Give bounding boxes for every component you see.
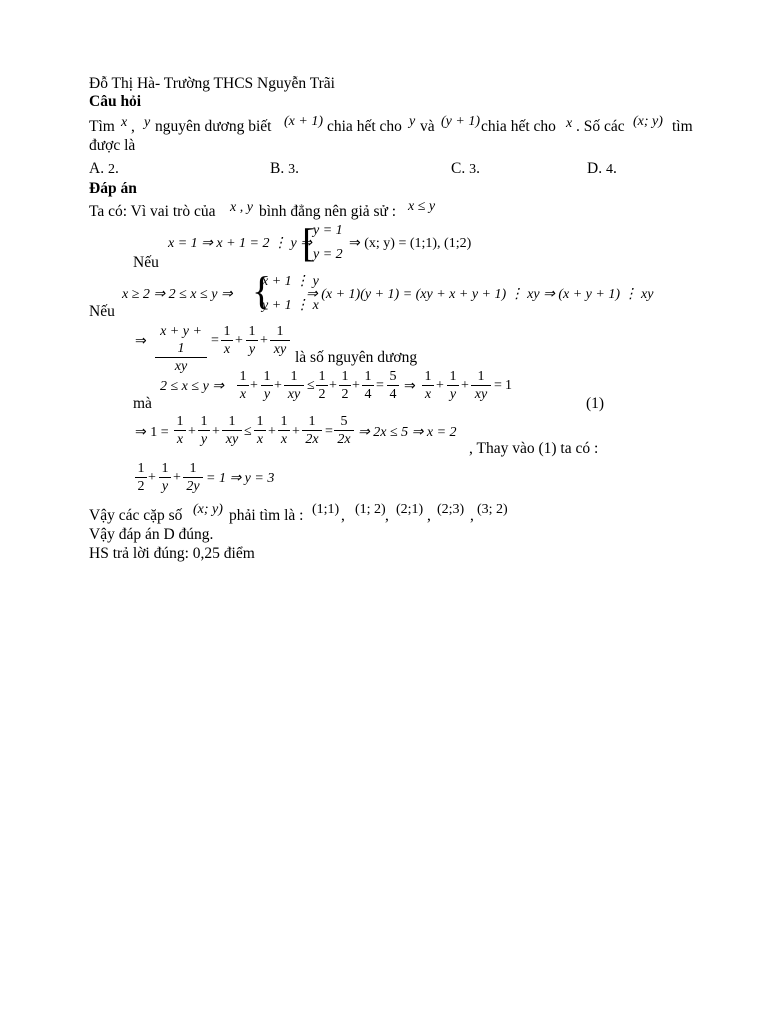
frac-num: 1	[316, 368, 328, 386]
frac-num: 1	[471, 368, 491, 386]
eq3-frac-den: xy	[174, 359, 188, 374]
case2-label: Nếu	[89, 303, 115, 320]
frac-num: 1	[237, 368, 249, 386]
frac-den: xy	[287, 387, 301, 402]
ma-label: mà	[133, 395, 152, 412]
frac-den: 4	[389, 387, 397, 402]
op-plus: +	[274, 378, 282, 393]
frac-num: 1	[302, 413, 322, 431]
frac-num: 1	[284, 368, 304, 386]
op-plus: +	[329, 378, 337, 393]
option-d-end: .	[612, 160, 617, 177]
conclusion-mid: phải tìm là :	[229, 507, 304, 524]
option-d-label: D.	[587, 160, 603, 177]
frac-num: 1	[339, 368, 351, 386]
frac-den: y	[248, 342, 256, 357]
frac-den: y	[263, 387, 271, 402]
math-x-plus-1: (x + 1)	[284, 114, 323, 129]
eq5-start: ⇒ 1 =	[135, 425, 169, 440]
case1-brace: [	[302, 220, 316, 265]
frac-den: xy	[225, 432, 239, 447]
op-plus: +	[188, 424, 196, 439]
question-text-4: và	[420, 118, 435, 135]
option-a	[89, 160, 119, 178]
frac-num: 1	[159, 460, 171, 478]
eq5-tail: , Thay vào (1) ta có :	[469, 440, 599, 457]
eq3-frac-3	[270, 323, 290, 358]
math-x: x	[121, 115, 128, 130]
op-plus: +	[250, 378, 258, 393]
case1-lhs: x = 1 ⇒ x + 1 = 2 ⋮ y ⇒	[168, 236, 312, 251]
answer-intro-vars: x , y	[230, 200, 253, 215]
frac-num: 1	[261, 368, 273, 386]
frac-num: 1	[447, 368, 459, 386]
eq4-frac-i	[447, 368, 459, 403]
pair-4: (2;3)	[437, 502, 465, 517]
eq5-frac-c	[222, 413, 242, 448]
math-y-2: y	[409, 114, 416, 129]
frac-den: 2y	[186, 479, 200, 494]
eq4-cond: 2 ≤ x ≤ y ⇒	[160, 379, 225, 394]
op-le: ≤	[244, 424, 252, 439]
frac-num: 1	[362, 368, 374, 386]
eq5-frac-g	[334, 413, 354, 448]
math-y: y	[144, 115, 151, 130]
pair-1: (1;1)	[312, 502, 340, 517]
eq6-frac-c	[183, 460, 203, 495]
frac-num: 1	[246, 323, 258, 341]
frac-den: 2x	[305, 432, 319, 447]
score-line: HS trả lời đúng: 0,25 điểm	[89, 545, 255, 562]
eq4-frac-e	[339, 368, 351, 403]
question-text-2: nguyên dương biết	[155, 118, 272, 135]
conclusion-xy: (x; y)	[193, 502, 223, 517]
frac-num: 1	[174, 413, 186, 431]
frac-den: 2x	[337, 432, 351, 447]
frac-num: 1	[183, 460, 203, 478]
case2-lhs: x ≥ 2 ⇒ 2 ≤ x ≤ y ⇒	[122, 287, 233, 302]
question-text-line2: được là	[89, 137, 136, 154]
eq3-text: là số nguyên dương	[295, 349, 418, 366]
math-xy-pair: (x; y)	[633, 114, 663, 129]
conclusion-prefix: Vậy các cặp số	[89, 507, 183, 524]
eq3-eq: =	[211, 333, 219, 348]
option-a-end: .	[114, 160, 119, 177]
case1-sys-2: y = 2	[313, 247, 343, 262]
eq4-frac-j	[471, 368, 491, 403]
eq4-frac-a	[237, 368, 249, 403]
op-implies: ⇒	[404, 379, 416, 394]
op-le: ≤	[307, 378, 315, 393]
frac-den: x	[280, 432, 288, 447]
question-text-5: chia hết cho	[481, 118, 556, 135]
frac-num: 1	[254, 413, 266, 431]
frac-num: 5	[387, 368, 399, 386]
frac-den: x	[239, 387, 247, 402]
pair-5: (3; 2)	[477, 502, 508, 517]
frac-num: 1	[222, 413, 242, 431]
math-x-2: x	[566, 116, 573, 131]
op-plus: +	[173, 470, 181, 485]
pair-sep: ,	[385, 507, 389, 524]
equation-number: (1)	[586, 395, 605, 412]
eq4-frac-h	[422, 368, 434, 403]
pair-sep: ,	[427, 507, 431, 524]
frac-den: xy	[474, 387, 488, 402]
frac-num: 1	[270, 323, 290, 341]
question-text-7: tìm	[672, 118, 693, 135]
question-text-1: Tìm	[89, 118, 115, 135]
frac-num: 1	[221, 323, 233, 341]
op-plus: +	[436, 378, 444, 393]
pair-sep: ,	[341, 507, 345, 524]
frac-den: x	[424, 387, 432, 402]
case1-label: Nếu	[133, 254, 159, 271]
eq4-frac-b	[261, 368, 273, 403]
answer-intro: Ta có: Vì vai trò của	[89, 203, 216, 220]
op-eq: =	[376, 378, 384, 393]
case1-sys-1: y = 1	[313, 223, 343, 238]
frac-den: x	[256, 432, 264, 447]
option-b-end: .	[295, 160, 299, 177]
author-line: Đỗ Thị Hà- Trường THCS Nguyễn Trãi	[89, 75, 335, 92]
eq5-frac-d	[254, 413, 266, 448]
eq3-frac-1	[221, 323, 233, 358]
eq4-frac-f	[362, 368, 374, 403]
option-c-value: 3	[469, 162, 477, 177]
eq3-plus-1: +	[235, 333, 243, 348]
answer-intro-cond: x ≤ y	[408, 199, 436, 214]
eq4-eq-1: =	[494, 378, 502, 393]
option-c	[451, 160, 480, 178]
eq5-frac-e	[278, 413, 290, 448]
frac-den: y	[449, 387, 457, 402]
frac-num: 1	[422, 368, 434, 386]
op-plus: +	[212, 424, 220, 439]
op-plus: +	[148, 470, 156, 485]
eq5-frac-f	[302, 413, 322, 448]
question-heading: Câu hỏi	[89, 93, 142, 110]
eq3-plus-2: +	[260, 333, 268, 348]
option-b-label: B.	[270, 160, 285, 177]
op-plus: +	[292, 424, 300, 439]
eq4-frac-d	[316, 368, 328, 403]
pair-sep: ,	[470, 507, 474, 524]
frac-den: y	[161, 479, 169, 494]
option-a-value: 2	[107, 162, 115, 177]
op-plus: +	[268, 424, 276, 439]
option-c-label: C.	[451, 160, 466, 177]
eq4-frac-g	[387, 368, 399, 403]
math-y-plus-1: (y + 1)	[441, 114, 480, 129]
case1-rhs: ⇒ (x; y) = (1;1), (1;2)	[349, 236, 472, 251]
comma: ,	[131, 118, 135, 135]
eq3-implies: ⇒	[135, 334, 147, 349]
frac-den: x	[176, 432, 184, 447]
option-d	[587, 160, 617, 178]
eq6-frac-b	[159, 460, 171, 495]
op-eq: =	[325, 424, 333, 439]
eq5-frac-b	[198, 413, 210, 448]
eq4-one: 1	[505, 378, 512, 393]
eq6-frac-a	[135, 460, 147, 495]
eq3-frac-num: x + y + 1	[155, 323, 207, 358]
answer-heading: Đáp án	[89, 180, 137, 197]
eq5-frac-a	[174, 413, 186, 448]
frac-den: 2	[341, 387, 349, 402]
frac-num: 1	[135, 460, 147, 478]
frac-den: 4	[364, 387, 372, 402]
frac-num: 5	[334, 413, 354, 431]
eq3-fraction	[155, 323, 207, 375]
case2-sys-2: y + 1 ⋮ x	[262, 298, 319, 313]
question-text-6: . Số các	[576, 118, 625, 135]
question-text-3: chia hết cho	[327, 118, 402, 135]
frac-num: 1	[198, 413, 210, 431]
eq4-frac-c	[284, 368, 304, 403]
option-c-end: .	[476, 160, 480, 177]
frac-den: 2	[318, 387, 326, 402]
frac-num: 1	[278, 413, 290, 431]
op-plus: +	[461, 378, 469, 393]
option-d-value: 4	[605, 162, 613, 177]
eq6-result: = 1 ⇒ y = 3	[206, 471, 275, 486]
eq3-frac-2	[246, 323, 258, 358]
frac-den: y	[200, 432, 208, 447]
case2-rhs: ⇒ (x + 1)(y + 1) = (xy + x + y + 1) ⋮ xy ⇒ (x + y + 1) ⋮ xy	[306, 287, 654, 302]
case2-sys-1: x + 1 ⋮ y	[262, 274, 319, 289]
eq5-result: ⇒ 2x ≤ 5 ⇒ x = 2	[358, 425, 457, 440]
option-b-value: 3	[288, 162, 296, 177]
case2-brace: {	[252, 268, 272, 313]
frac-den: x	[223, 342, 231, 357]
final-answer: Vậy đáp án D đúng.	[89, 526, 214, 543]
frac-den: 2	[137, 479, 145, 494]
option-a-label: A.	[89, 160, 105, 177]
frac-den: xy	[273, 342, 287, 357]
op-plus: +	[352, 378, 360, 393]
pair-2: (1; 2)	[355, 502, 386, 517]
pair-3: (2;1)	[396, 502, 424, 517]
option-b	[270, 160, 299, 178]
answer-intro-2: bình đẳng nên giả sử :	[259, 203, 397, 220]
